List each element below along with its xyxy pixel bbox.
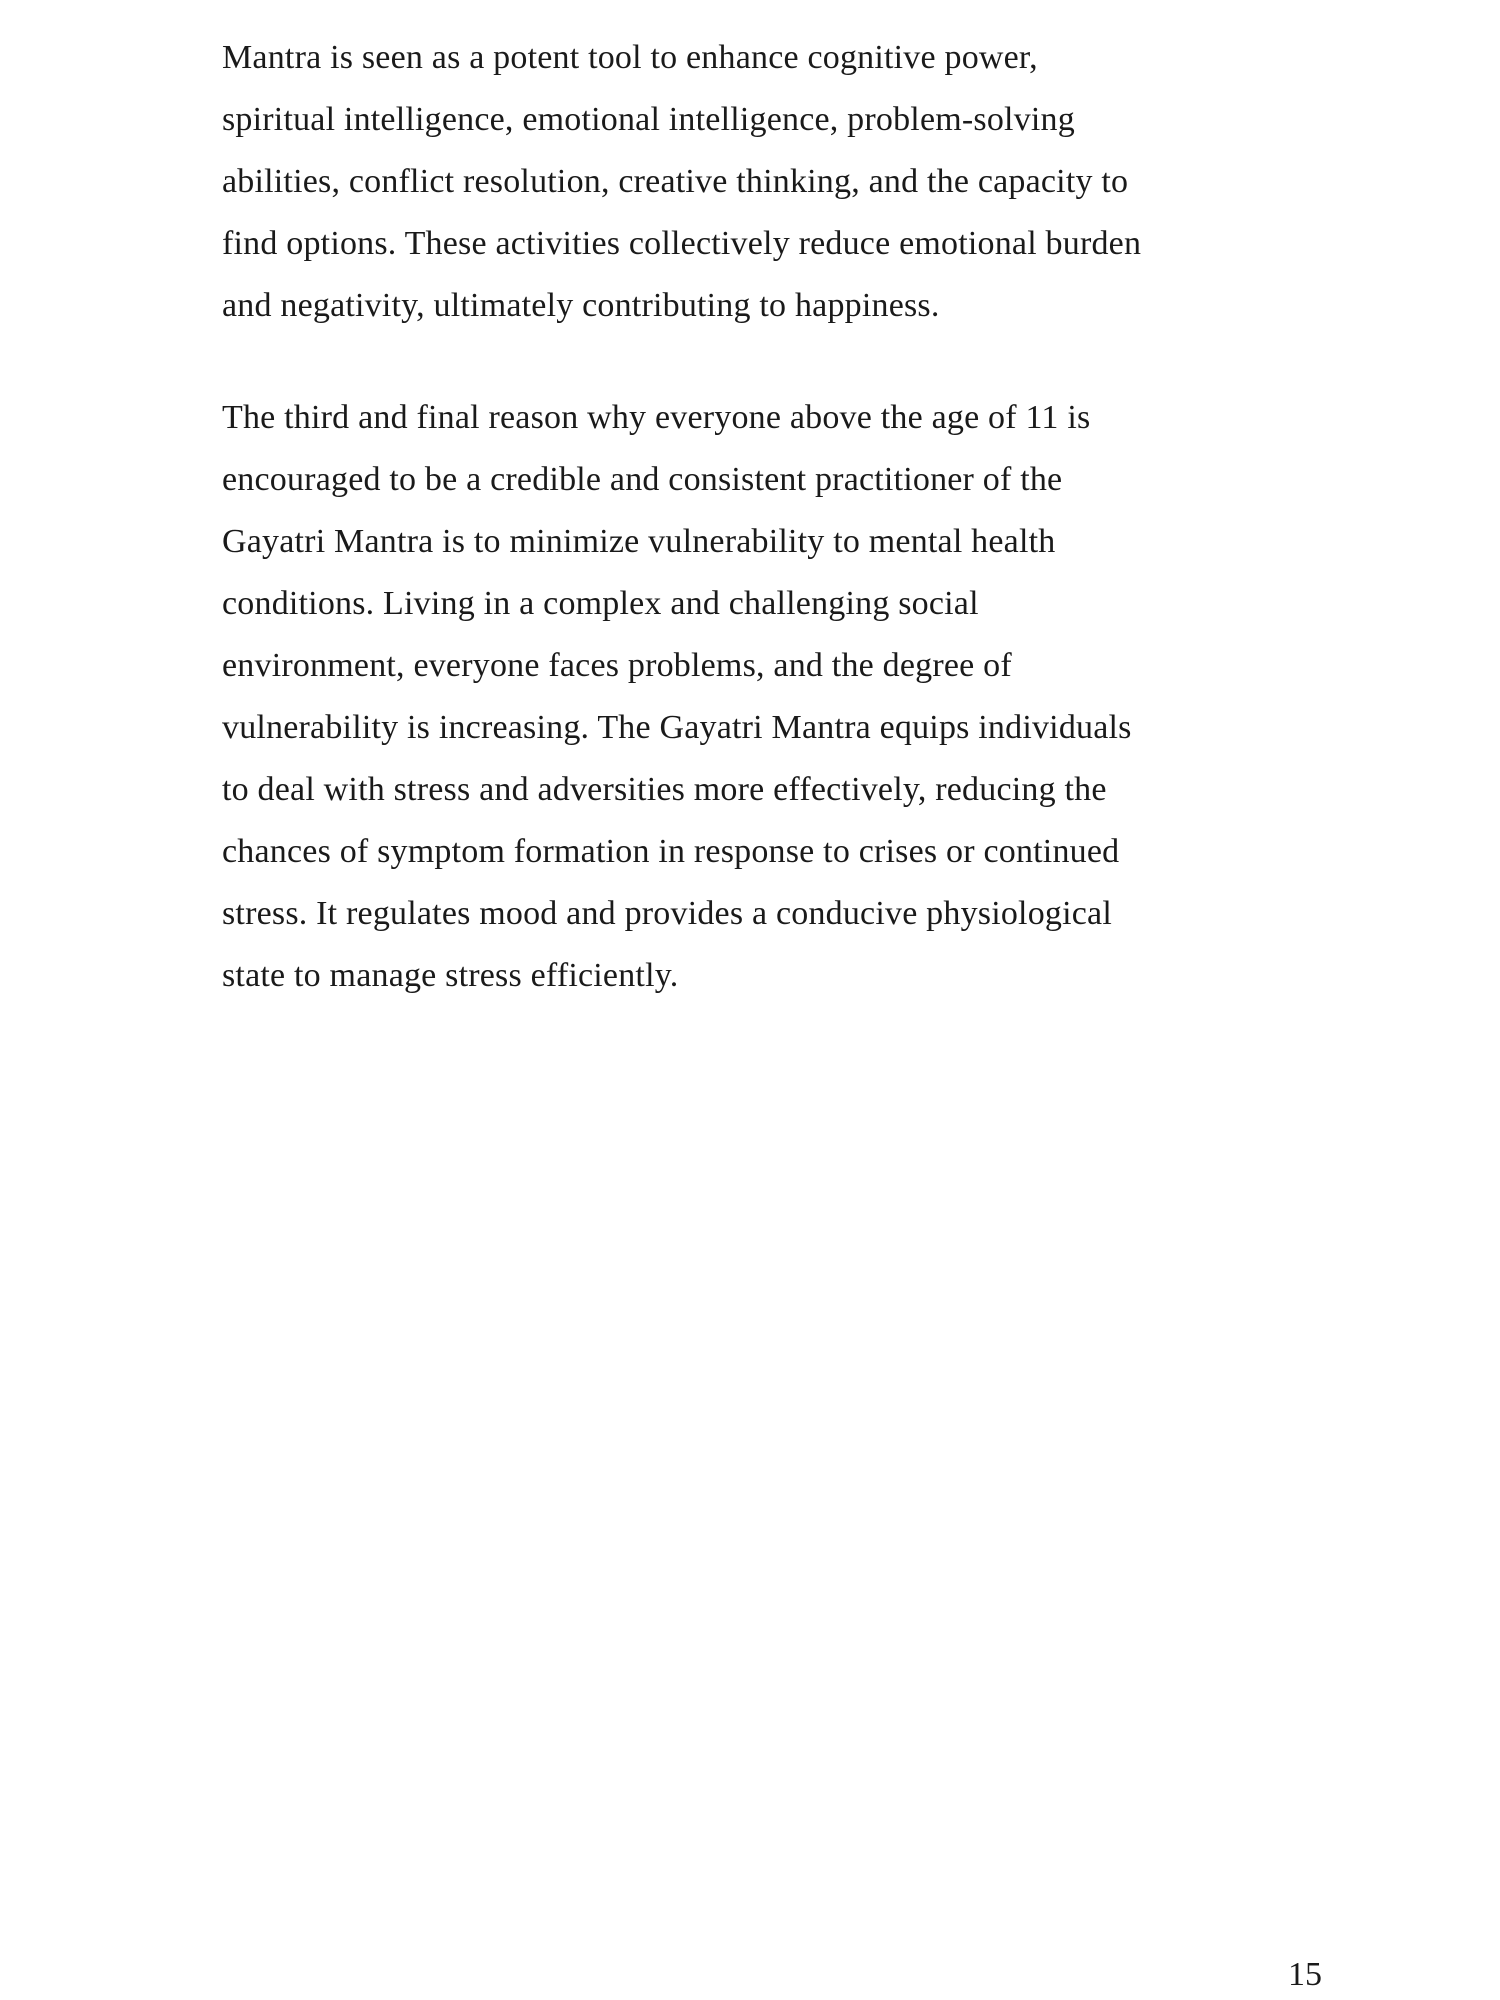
paragraph-line: Mantra is seen as a potent tool to enhance cognitive power,	[222, 39, 1038, 76]
paragraph-2	[222, 387, 1342, 1007]
paragraph-line: spiritual intelligence, emotional intelligence, problem-solving	[222, 101, 1075, 138]
page-number: 15	[1288, 1956, 1322, 1993]
paragraph-line: vulnerability is increasing. The Gayatri Mantra equips individuals	[222, 709, 1132, 746]
paragraph-line: The third and final reason why everyone above the age of 11 is	[222, 399, 1091, 436]
paragraph-line: abilities, conflict resolution, creative thinking, and the capacity to	[222, 163, 1129, 200]
paragraph-line: and negativity, ultimately contributing to happiness.	[222, 287, 940, 324]
paragraph-line: stress. It regulates mood and provides a conducive physiological	[222, 895, 1112, 932]
paragraph-1	[222, 27, 1342, 337]
paragraph-line: environment, everyone faces problems, and the degree of	[222, 647, 1012, 684]
paragraph-line: to deal with stress and adversities more effectively, reducing the	[222, 771, 1107, 808]
paragraph-line: Gayatri Mantra is to minimize vulnerability to mental health	[222, 523, 1056, 560]
paragraph-line: state to manage stress efficiently.	[222, 957, 679, 994]
paragraph-line: conditions. Living in a complex and challenging social	[222, 585, 979, 622]
paragraph-line: chances of symptom formation in response to crises or continued	[222, 833, 1120, 870]
paragraph-line: find options. These activities collectively reduce emotional burden	[222, 225, 1142, 262]
paragraph-line: encouraged to be a credible and consistent practitioner of the	[222, 461, 1063, 498]
